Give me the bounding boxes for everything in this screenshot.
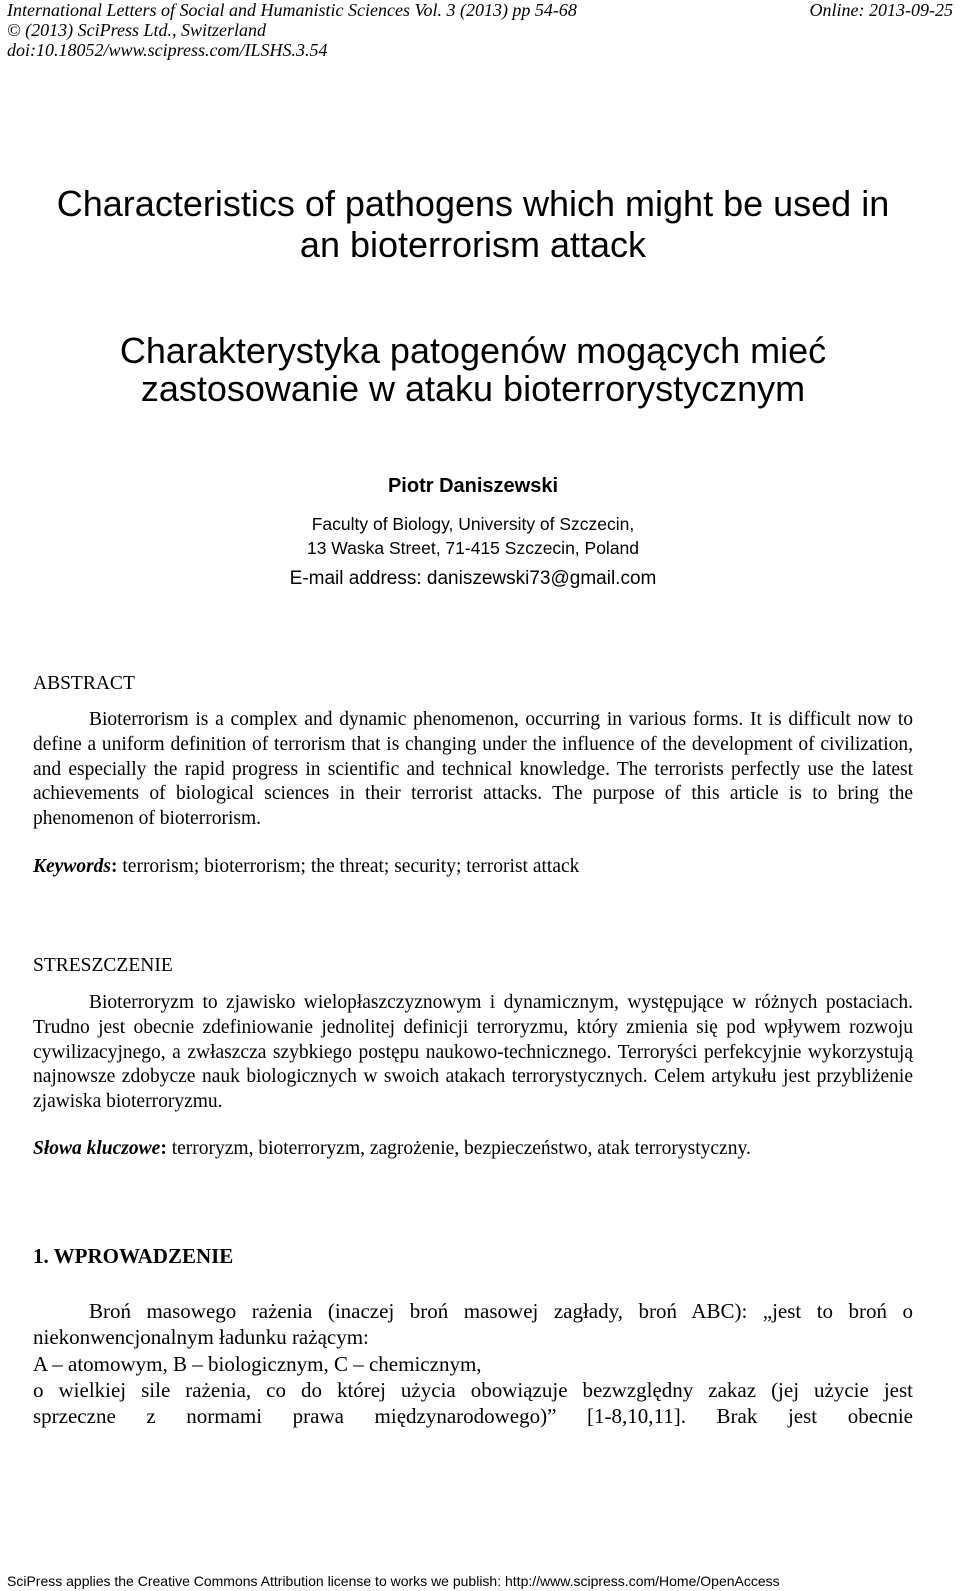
title-english-line1: Characteristics of pathogens which might be used in [56, 183, 890, 224]
header-journal-row [7, 0, 953, 20]
title-polish [0, 332, 946, 408]
title-english-line2: an bioterrorism attack [299, 224, 647, 265]
abstract-keywords: Keywords: terrorism; bioterrorism; the threat; security; terrorist attack [33, 856, 580, 877]
intro-line-1: Broń masowego rażenia (inaczej broń masowej zagłady, broń ABC): „jest to broń o [89, 1299, 913, 1323]
affiliation-line2: 13 Waska Street, 71-415 Szczecin, Poland [306, 538, 640, 558]
author-name: Piotr Daniszewski [387, 475, 559, 497]
keywords-list: terrorism; bioterrorism; the threat; security; terrorist attack [122, 856, 580, 877]
title-polish-line1: Charakterystyka patogenów mogących mieć [119, 330, 827, 371]
doi-link[interactable]: doi:10.18052/www.scipress.com/ILSHS.3.54 [7, 40, 328, 60]
author-affiliation [0, 512, 946, 560]
abstract-heading: ABSTRACT [33, 673, 135, 694]
streszczenie-heading: STRESZCZENIE [33, 955, 173, 976]
streszczenie-keywords: Słowa kluczowe: terroryzm, bioterroryzm, zagrożenie, bezpieczeństwo, atak terrorystyczny. [33, 1138, 751, 1159]
intro-line-2: niekonwencjonalnym ładunku rażącym: [33, 1325, 369, 1350]
slowa-kluczowe-list: terroryzm, bioterroryzm, zagrożenie, bezpieczeństwo, atak terrorystyczny. [171, 1138, 751, 1159]
intro-line-5: sprzeczne z normami prawa międzynarodowego)” [1-8,10,11]. Brak jest obecnie [33, 1404, 913, 1429]
slowa-kluczowe-label: Słowa kluczowe [33, 1138, 161, 1159]
title-english [0, 183, 946, 265]
introduction-text [33, 1298, 913, 1429]
affiliation-line1: Faculty of Biology, University of Szczecin, [311, 514, 635, 534]
page-header [7, 0, 953, 60]
keywords-label: Keywords [33, 856, 111, 877]
author-email: E-mail address: daniszewski73@gmail.com [289, 568, 657, 589]
journal-citation: International Letters of Social and Humanistic Sciences Vol. 3 (2013) pp 54-68 [7, 0, 577, 20]
intro-line-3: A – atomowym, B – biologicznym, C – chemicznym, [33, 1351, 482, 1376]
streszczenie-text: Bioterroryzm to zjawisko wielopłaszczyznowym i dynamicznym, występujące w różnych postaciach. Trudno jest obecnie zdefiniowanie jednolitej definicji terroryzmu, który zmienia się pod wpływem rozwoju cywilizacyjnego, a zwłaszcza szybkiego postępu naukowo-technicznego. Terroryści perfekcyjnie wykorzystują najnowsze zdobycze nauk biologicznych w swoich atakach terrorystycznych. Celem artykułu jest przybliżenie zjawiska bioterroryzmu. [33, 992, 913, 1113]
title-polish-line2: zastosowanie w ataku bioterrorystycznym [140, 368, 806, 409]
license-footer: SciPress applies the Creative Commons Attribution license to works we publish: http://www.scipress.com/Home/OpenAccess [7, 1573, 780, 1589]
abstract-text: Bioterrorism is a complex and dynamic phenomenon, occurring in various forms. It is difficult now to define a uniform definition of terrorism that is changing under the influence of the development of civilization, and especially the rapid progress in scientific and technical knowledge. The terrorists perfectly use the latest achievements of biological sciences in their terrorist attacks. The purpose of this article is to bring the phenomenon of bioterrorism. [33, 709, 913, 830]
intro-line-4: o wielkiej sile rażenia, co do której użycia obowiązuje bezwzględny zakaz (jej użycie jest [33, 1377, 913, 1402]
online-date: Online: 2013-09-25 [809, 0, 953, 20]
introduction-heading: 1. WPROWADZENIE [33, 1244, 234, 1268]
copyright-line: © (2013) SciPress Ltd., Switzerland [7, 20, 267, 40]
